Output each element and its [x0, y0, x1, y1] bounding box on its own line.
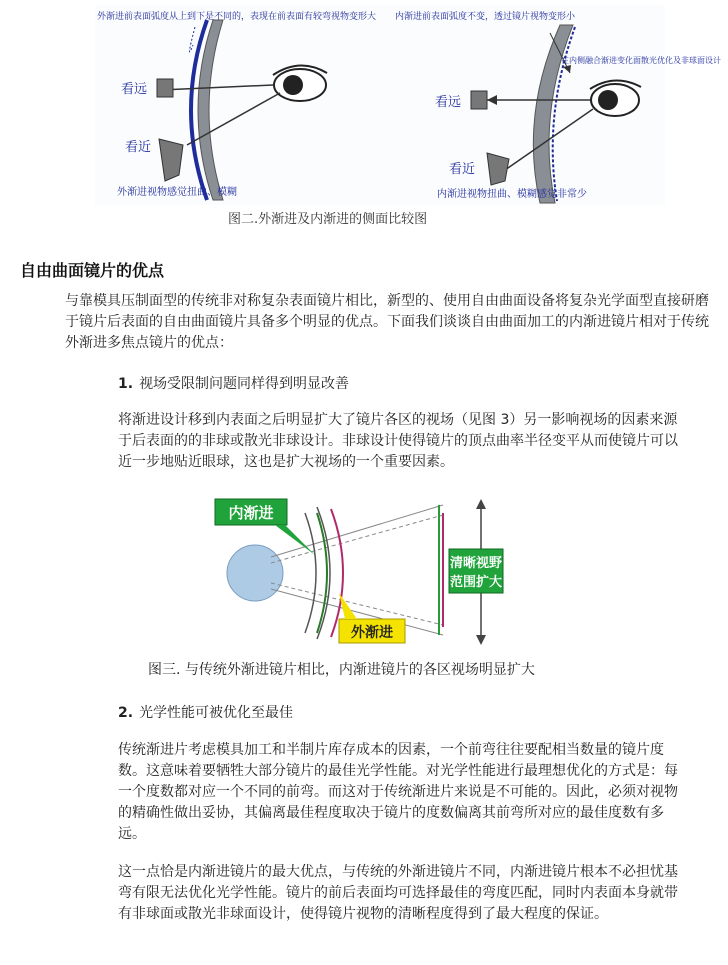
right-note-top: 内渐进前表面弧度不变，透过镜片视物变形小 — [395, 12, 576, 22]
figure-2-caption: 图二.外渐进及内渐进的侧面比较图 — [228, 212, 428, 227]
right-bottom-note: 内渐进视物扭曲、模糊感觉非常少 — [437, 189, 587, 200]
item-1-title: 视场受限制问题同样得到明显改善 — [139, 376, 350, 392]
figure-3-inner-label: 内渐进 — [228, 504, 274, 522]
item-2-number: 2. — [118, 705, 134, 721]
left-near-label: 看近 — [125, 140, 152, 155]
figure-3-caption: 图三. 与传统外渐进镜片相比，内渐进镜片的各区视场明显扩大 — [148, 662, 535, 678]
section-title: 自由曲面镜片的优点 — [20, 261, 165, 280]
left-lens-diagram — [157, 20, 327, 200]
right-lens-diagram — [471, 25, 641, 203]
figure-2-image — [95, 5, 721, 205]
right-near-label: 看近 — [449, 162, 476, 177]
item-2-heading — [118, 702, 293, 722]
item-2-body-2: 这一点恰是内渐进镜片的最大优点，与传统的外渐进镜片不同，内渐进镜片根本不必担忧基弯有限无法优化光学性能。镜片的前后表面均可选择最佳的弯度匹配，同时内表面本身就带有非球面或散光非球面设计，使得镜片视物的清晰程度得到了最大程度的保证。 — [118, 864, 678, 922]
figure-3-image — [205, 493, 510, 645]
left-far-label: 看远 — [121, 82, 148, 97]
figure-3-outer-label: 外渐进 — [351, 625, 393, 641]
right-far-label: 看远 — [435, 95, 462, 110]
left-bottom-note: 外渐进视物感觉扭曲、模糊 — [117, 187, 237, 198]
item-1-body: 将渐进设计移到内表面之后明显扩大了镜片各区的视场（见图 3）另一影响视场的因素来源于后表面的的非球或散光非球设计。非球设计使得镜片的顶点曲率半径变平从而使镜片可以近一步地贴近眼球，这也是扩大视场的一个重要因素。 — [118, 412, 678, 470]
item-2-title: 光学性能可被优化至最佳 — [139, 705, 294, 721]
right-note-side: 在内侧融合渐进变化面散光优化及非球面设计 — [561, 56, 721, 65]
left-note-1: 外渐进前表面弧度从上到下是不同的，表现在前表面有较弯视物变形大 — [97, 12, 377, 22]
item-2-body-1: 传统渐进片考虑模具加工和半制片库存成本的因素，一个前弯往往要配相当数量的镜片度数。这意味着要牺牲大部分镜片的最佳光学性能。对光学性能进行最理想优化的方式是：每一个度数都对应一个不同的前弯。而这对于传统渐进片来说是不可能的。因此，必须对视物的精确性做出妥协，其偏离最佳程度取决于镜片的度数偏离其前弯所对应的最佳度数有多远。 — [118, 742, 678, 842]
figure-3-side-label-line1: 清晰视野 — [449, 556, 503, 571]
figure-3-side-label-line2: 范围扩大 — [449, 575, 503, 590]
item-1-heading — [118, 373, 349, 393]
intro-paragraph: 与靠模具压制面型的传统非对称复杂表面镜片相比，新型的、使用自由曲面设备将复杂光学面型直接研磨于镜片后表面的自由曲面镜片具备多个明显的优点。下面我们谈谈自由曲面加工的内渐进镜片相对于传统外渐进多焦点镜片的优点： — [65, 293, 709, 351]
item-1-number: 1. — [118, 376, 134, 392]
